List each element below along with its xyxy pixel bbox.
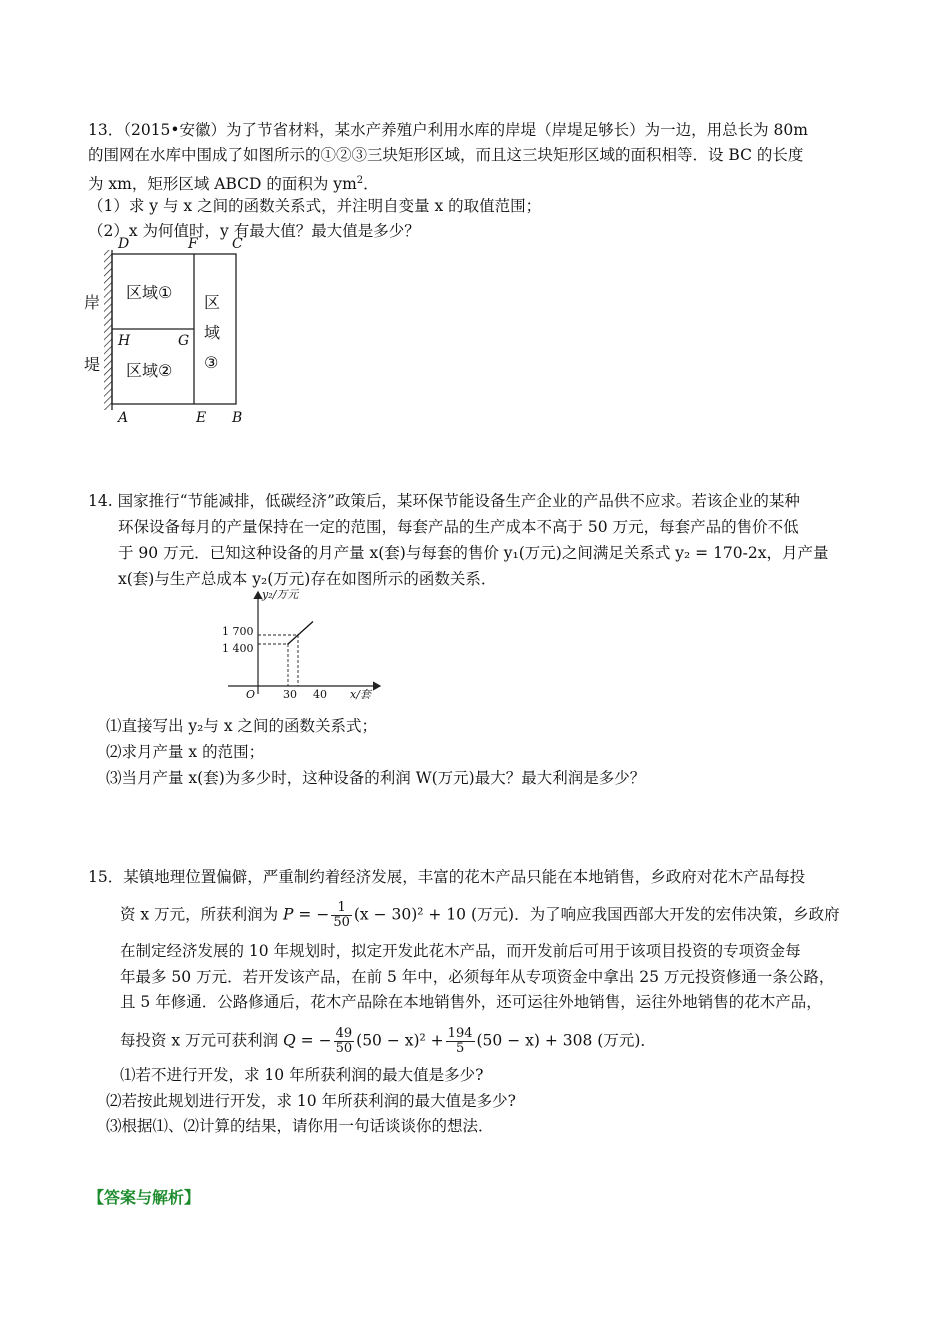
q15-sub-3: ⑶根据⑴、⑵计算的结果，请你用一句话谈谈你的想法． [106,1117,494,1135]
q15-line-3: 在制定经济发展的 10 年规划时，拟定开发此花木产品，而开发前后可用于该项目投资的专项资金每 [120,942,801,960]
graph-x-label: x/套 [350,688,371,701]
shore-hatch [104,250,112,410]
q14-line-3: 于 90 万元．已知这种设备的月产量 x(套)与每套的售价 y₁(万元)之间满足关系式 y₂ = 170-2x，月产量 [118,544,829,562]
q13-line-3: 为 xm，矩形区域 ABCD 的面积为 $ym^2$． [88,175,379,194]
q15-line-6: 每投资 x 万元可获利润 Q = − $\frac{49}{50}$ (50 − x)² + $\frac{194}{5}$ (50 − x) + 308 (万元)． [120,1026,656,1056]
graph-y-label: y₂/万元 [262,588,299,601]
q15-line-1: 15．某镇地理位置偏僻，严重制约着经济发展，丰富的花木产品只能在本地销售，乡政府对花木产品每投 [88,868,806,886]
q15-sub-2: ⑵若按此规划进行开发，求 10 年所获利润的最大值是多少? [106,1092,516,1110]
q13-line-1: 13．（2015•安徽）为了节省材料，某水产养殖户利用水库的岸堤（岸堤足够长）为一边，用总长为 80m [88,121,808,139]
q13-line-2: 的围网在水库中围成了如图所示的①②③三块矩形区域，而且这三块矩形区域的面积相等．设 BC 的长度 [88,146,804,164]
q15-sub-1: ⑴若不进行开发，求 10 年所获利润的最大值是多少? [120,1066,484,1084]
region-3-label-b: 域 [204,323,221,342]
q15-line-5: 且 5 年修通．公路修通后，花木产品除在本地销售外，还可运往外地销售，运往外地销售的花木产品， [120,993,822,1011]
label-G: G [178,333,190,349]
q14-line-4: x(套)与生产总成本 y₂(万元)存在如图所示的函数关系． [118,570,497,588]
graph-ytick-1700: 1 700 [222,625,254,638]
q14-line-2: 环保设备每月的产量保持在一定的范围，每套产品的生产成本不高于 50 万元，每套产品的售价不低 [118,518,799,536]
graph-xtick-30: 30 [283,688,297,701]
q14-sub-1: ⑴直接写出 y₂与 x 之间的函数关系式； [106,717,377,735]
q15-line-2: 资 x 万元，所获利润为 P = − $\frac{1}{50}$ (x − 30)² + 10 (万元)．为了响应我国西部大开发的宏伟决策，乡政府 [120,900,840,930]
label-C: C [232,236,243,252]
shore-label-top: 岸 [84,293,101,312]
label-A: A [118,410,129,426]
graph-cost-line [288,622,313,645]
label-E: E [196,410,207,426]
q14-line-1: 14. 国家推行“节能减排，低碳经济”政策后，某环保节能设备生产企业的产品供不应求。若该企业的某种 [88,492,800,510]
label-B: B [232,410,243,426]
q13-sub-2: （2）x 为何值时，y 有最大值？最大值是多少？ [88,222,420,240]
graph-point [287,643,289,645]
shore-label-bottom: 堤 [84,355,101,374]
q14-sub-2: ⑵求月产量 x 的范围； [106,743,265,761]
label-D: D [118,236,130,252]
region-1-label: 区域① [126,283,173,302]
q13-sub-1: （1）求 y 与 x 之间的函数关系式，并注明自变量 x 的取值范围； [88,197,542,215]
region-3-label-a: 区 [204,293,221,312]
label-F: F [188,236,198,252]
q13-pen-diagram [80,236,260,428]
graph-origin: O [246,688,256,701]
answer-heading: 【答案与解析】 [88,1188,201,1207]
region-2-label: 区域② [126,361,173,380]
region-3-label-c: ③ [204,353,219,372]
q14-cost-graph [220,586,390,702]
q15-line-4: 年最多 50 万元．若开发该产品，在前 5 年中，必须每年从专项资金中拿出 25 万元投资修通一条公路， [120,968,835,986]
graph-xtick-40: 40 [313,688,327,701]
label-H: H [118,333,131,349]
graph-point [297,634,299,636]
q14-sub-3: ⑶当月产量 x(套)为多少时，这种设备的利润 W(万元)最大？最大利润是多少？ [106,769,646,787]
graph-ytick-1400: 1 400 [222,642,254,655]
